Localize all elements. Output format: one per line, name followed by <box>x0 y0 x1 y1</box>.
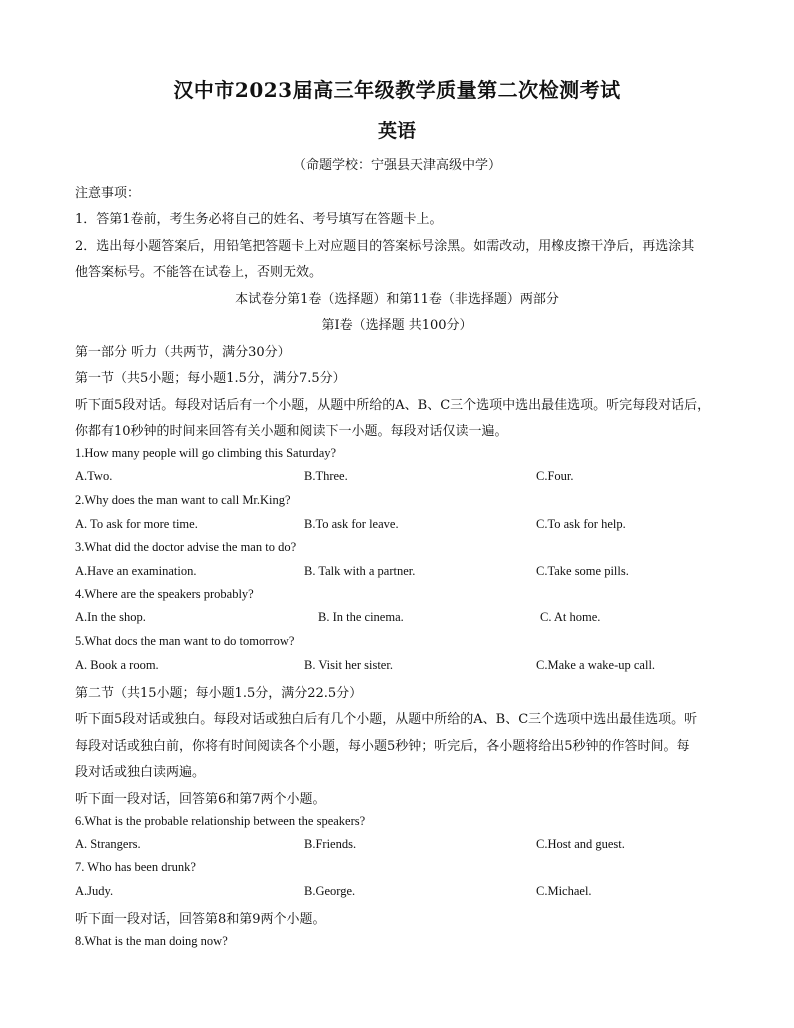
question-5-option-c: C.Make a wake-up call. <box>536 658 656 672</box>
question-1: 1.How many people will go climbing this Saturday? <box>75 446 337 460</box>
question-2-option-a: A. To ask for more time. <box>75 517 198 531</box>
section-2-instructions-line-1: 听下面5段对话或独白。每段对话或独白后有几个小题，从题中所给的A、B、C三个选项中选出最佳选项。听 <box>75 712 698 727</box>
section-1-instructions-line-2: 你都有10秒钟的时间来回答有关小题和阅读下一小题。每段对话仅读一遍。 <box>75 424 508 439</box>
question-4: 4.Where are the speakers probably? <box>75 587 254 601</box>
question-1-option-b: B.Three. <box>304 469 348 483</box>
section-2-heading: 第二节（共15小题；每小题1.5分，满分22.5分） <box>75 686 363 701</box>
part-1-heading: 第一部分 听力（共两节，满分30分） <box>75 345 291 360</box>
question-5-option-b: B. Visit her sister. <box>304 658 393 672</box>
question-8: 8.What is the man doing now? <box>75 934 228 948</box>
notice-heading: 注意事项： <box>75 186 141 201</box>
notice-item-2-line-2: 他答案标号。不能答在试卷上，否则无效。 <box>75 265 323 280</box>
question-4-option-a: A.In the shop. <box>75 610 146 624</box>
question-6-option-a: A. Strangers. <box>75 837 141 851</box>
section-2-instructions-line-2: 每段对话或独白前，你将有时间阅读各个小题，每小题5秒钟；听完后，各小题将给出5秒钟的作答时间。每 <box>75 739 690 754</box>
structure-note: 本试卷分第1卷（选择题）和第11卷（非选择题）两部分 <box>235 292 559 307</box>
dialog-8-9-intro: 听下面一段对话，回答第8和第9两个小题。 <box>75 912 326 927</box>
question-6-option-c: C.Host and guest. <box>536 837 625 851</box>
question-4-option-b: B. In the cinema. <box>318 610 404 624</box>
question-7-option-a: A.Judy. <box>75 884 114 898</box>
dialog-6-7-intro: 听下面一段对话，回答第6和第7两个小题。 <box>75 792 326 807</box>
section-1-instructions-line-1: 听下面5段对话。每段对话后有一个小题，从题中所给的A、B、C三个选项中选出最佳选项。听完每段对话后， <box>75 398 711 413</box>
question-1-option-a: A.Two. <box>75 469 113 483</box>
exam-subject: 英语 <box>377 120 416 142</box>
question-7-option-c: C.Michael. <box>536 884 592 898</box>
question-3: 3.What did the doctor advise the man to do? <box>75 540 297 554</box>
volume-1-heading: 第Ⅰ卷（选择题 共100分） <box>321 318 473 333</box>
notice-item-2-line-1: 2．选出每小题答案后，用铅笔把答题卡上对应题目的答案标号涂黑。如需改动，用橡皮擦干净后，再选涂其 <box>75 239 695 254</box>
question-7-option-b: B.George. <box>304 884 356 898</box>
notice-item-1: 1．答第1卷前，考生务必将自己的姓名、考号填写在答题卡上。 <box>75 212 443 227</box>
question-5-option-a: A. Book a room. <box>75 658 159 672</box>
question-3-option-b: B. Talk with a partner. <box>304 564 416 578</box>
question-5: 5.What docs the man want to do tomorrow? <box>75 634 295 648</box>
question-6-option-b: B.Friends. <box>304 837 357 851</box>
question-7: 7. Who has been drunk? <box>75 860 196 874</box>
question-1-option-c: C.Four. <box>536 469 574 483</box>
question-2-option-b: B.To ask for leave. <box>304 517 399 531</box>
question-2: 2.Why does the man want to call Mr.King? <box>75 493 291 507</box>
question-6: 6.What is the probable relationship between the speakers? <box>75 814 366 828</box>
section-2-instructions-line-3: 段对话或独白读两遍。 <box>75 765 206 780</box>
question-4-option-c: C. At home. <box>540 610 601 624</box>
question-3-option-c: C.Take some pills. <box>536 564 629 578</box>
question-2-option-c: C.To ask for help. <box>536 517 626 531</box>
section-1-heading: 第一节（共5小题；每小题1.5分，满分7.5分） <box>75 371 346 386</box>
question-3-option-a: A.Have an examination. <box>75 564 197 578</box>
exam-title: 汉中市2023届高三年级教学质量第二次检测考试 <box>173 78 621 102</box>
setting-school: （命题学校：宁强县天津高级中学） <box>292 158 501 173</box>
